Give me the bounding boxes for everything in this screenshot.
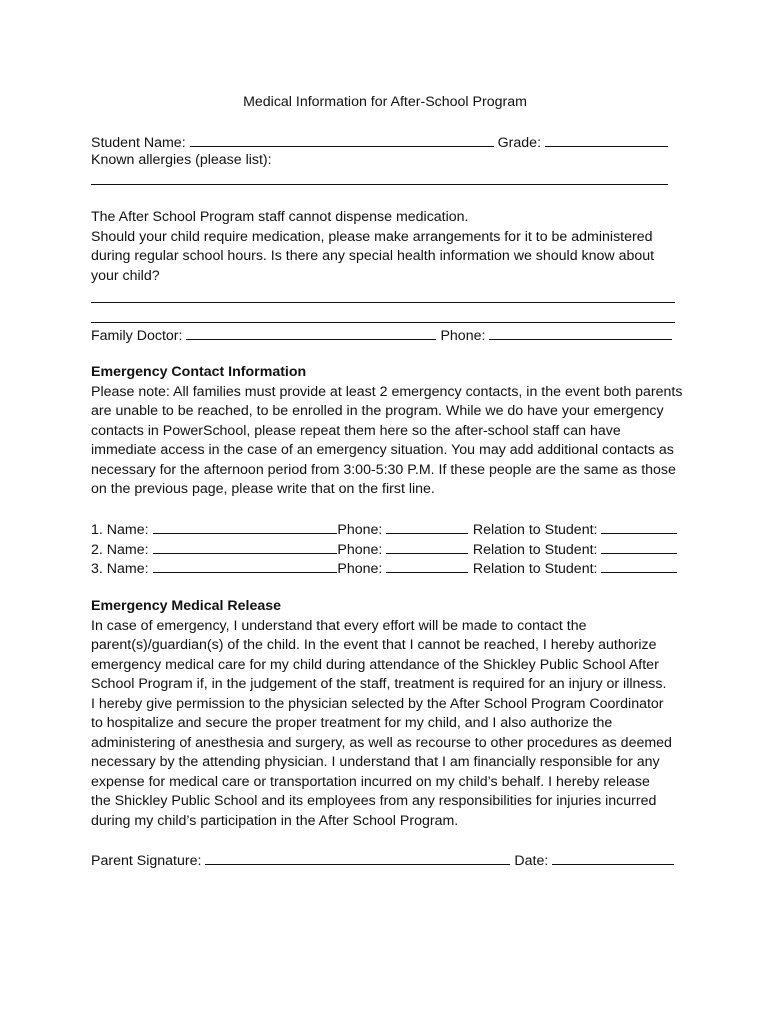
- health-info-field-2[interactable]: [91, 303, 675, 323]
- date-field[interactable]: [552, 849, 674, 865]
- contact-name-label: 1. Name:: [91, 522, 149, 538]
- form-title: Medical Information for After-School Program: [243, 94, 527, 110]
- family-doctor-label: Family Doctor:: [91, 328, 183, 344]
- contact-row: [91, 538, 681, 558]
- contact-relation-label: Relation to Student:: [472, 561, 598, 577]
- contact-phone-label: Phone:: [337, 541, 383, 558]
- doctor-phone-field[interactable]: [489, 324, 672, 340]
- student-section: [91, 131, 681, 185]
- doctor-section: [91, 324, 681, 344]
- contact-name-label: 2. Name:: [91, 541, 149, 558]
- contact-phone-field[interactable]: [386, 538, 467, 554]
- contact-name-field[interactable]: [153, 538, 338, 554]
- grade-label: Grade:: [497, 135, 542, 151]
- emergency-contact-section: [91, 363, 686, 500]
- emergency-contact-rows: [91, 518, 681, 577]
- contact-name-field[interactable]: [153, 557, 338, 573]
- student-name-label: Student Name:: [91, 135, 186, 151]
- contact-row: [91, 557, 681, 577]
- parent-signature-field[interactable]: [205, 849, 510, 865]
- contact-phone-field[interactable]: [386, 557, 467, 573]
- doctor-phone-label: Phone:: [440, 328, 486, 344]
- parent-signature-label: Parent Signature:: [91, 853, 202, 869]
- allergies-label: Known allergies (please list):: [91, 151, 272, 168]
- date-label: Date:: [514, 853, 549, 869]
- signature-section: [91, 849, 681, 869]
- emergency-contact-heading: Emergency Contact Information: [91, 364, 307, 380]
- student-name-field[interactable]: [190, 131, 494, 147]
- contact-row: [91, 518, 681, 538]
- contact-relation-field[interactable]: [601, 557, 677, 573]
- medical-release-paragraph: In case of emergency, I understand that every effort will be made to contact the parent(s)/guardian(s) of the child. In the event that I cannot be reached, I hereby authorize emergency medical care for my child during attendance of the Shickley Public School After School Program if, in the judgement of the staff, treatment is required for an injury or illness. I hereby give permission to the physician selected by the After School Program Coordinator to hospitalize and secure the proper treatment for my child, and I also authorize the administering of anesthesia and surgery, as well as recourse to other procedures as deemed necessary by the attending physician. I understand that I am financially responsible for any expense for medical care or transportation incurred on my child’s behalf. I hereby release the Shickley Public School and its employees from any responsibilities for injuries incurred during my child’s participation in the After School Program.: [91, 617, 672, 829]
- contact-relation-label: Relation to Student:: [472, 541, 598, 558]
- medication-section: [91, 208, 687, 323]
- contact-phone-field[interactable]: [386, 518, 467, 534]
- contact-name-field[interactable]: [153, 518, 338, 534]
- emergency-contact-paragraph: Please note: All families must provide at least 2 emergency contacts, in the event both parents are unable to be reached, to be enrolled in the program. While we do have your emergency contacts in PowerSchool, please repeat them here so the after-school staff can have immediate access in the case of an emergency situation. You may add additional contacts as necessary for the afternoon period from 3:00-5:30 P.M. If these people are the same as those on the previous page, please write that on the first line.: [91, 383, 683, 497]
- family-doctor-field[interactable]: [186, 324, 436, 340]
- medical-release-section: [91, 597, 673, 831]
- allergies-field[interactable]: [91, 170, 668, 185]
- medication-notice: The After School Program staff cannot dispense medication.: [91, 209, 469, 225]
- medication-paragraph: Should your child require medication, please make arrangements for it to be administered during regular school hours. Is there any special health information we should know about your child?: [91, 228, 655, 284]
- contact-relation-label: Relation to Student:: [472, 522, 598, 538]
- contact-name-label: 3. Name:: [91, 561, 149, 577]
- contact-phone-label: Phone:: [337, 561, 383, 577]
- health-info-field-1[interactable]: [91, 286, 675, 303]
- contact-relation-field[interactable]: [601, 518, 677, 534]
- grade-field[interactable]: [545, 131, 668, 147]
- medical-release-heading: Emergency Medical Release: [91, 598, 282, 614]
- contact-phone-label: Phone:: [337, 522, 383, 538]
- contact-relation-field[interactable]: [601, 538, 677, 554]
